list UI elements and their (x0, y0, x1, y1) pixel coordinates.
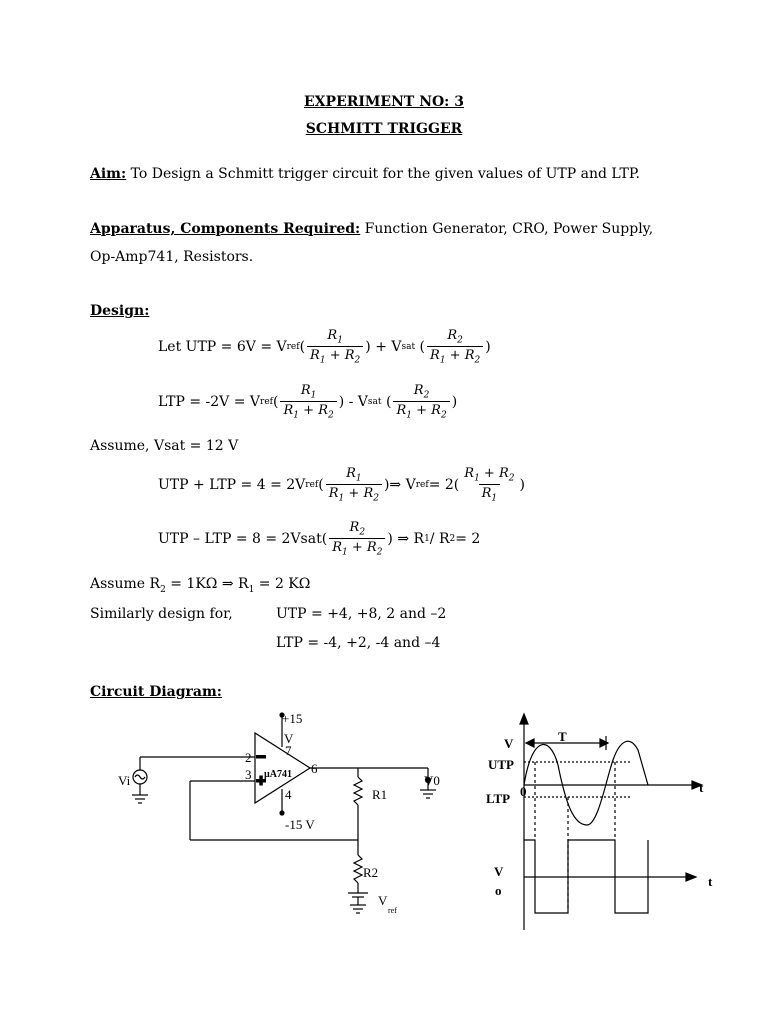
apparatus-label: Apparatus, Components Required: (90, 221, 361, 237)
vi-label: Vi (118, 773, 131, 788)
pin2-label: 2 (245, 750, 252, 765)
pin7-label: 7 (285, 743, 292, 758)
schmitt-waveform-diagram (470, 710, 740, 935)
aim-text: To Design a Schmitt trigger circuit for the given values of UTP and LTP. (126, 166, 640, 182)
resistor-r1 (354, 777, 362, 805)
v-top-label: V (284, 731, 294, 746)
schmitt-circuit-diagram (110, 705, 450, 920)
vo-o-label: o (495, 883, 502, 898)
vref-v-label: V (378, 893, 388, 908)
equation-ltp: LTP = -2V = V ref ( $\frac{R_1}{R_1 + R_2}$ ) - V sat ( $\frac{R_2}{R_1 + R_2}$ ) (158, 383, 458, 421)
equation-utp: Let UTP = 6V = V ref ( $\frac{R_1}{R_1 + R_2}$ ) + V sat ( $\frac{R_2}{R_1 + R_2}$ ) (158, 328, 491, 366)
design-label: Design: (90, 303, 150, 319)
opamp-label: µA741 (264, 769, 292, 780)
similar-design: Similarly design for, (90, 606, 233, 622)
pin4-label: 4 (285, 787, 292, 802)
vo-v-label: V (494, 864, 504, 879)
assume-vsat: Assume, Vsat = 12 V (90, 438, 239, 454)
t-axis-label-bottom: t (708, 874, 713, 889)
input-sine-wave (524, 741, 648, 825)
apparatus-line2: Op-Amp741, Resistors. (90, 249, 254, 265)
page-subtitle: SCHMITT TRIGGER (305, 121, 463, 137)
aim-paragraph (90, 166, 640, 182)
utp-values: UTP = +4, +8, 2 and –2 (276, 606, 447, 622)
vref-sub-label: ref (388, 906, 397, 915)
zero-label: 0 (520, 784, 527, 799)
ltp-label: LTP (486, 791, 511, 806)
r1-label: R1 (372, 787, 388, 802)
utp-label: UTP (488, 757, 514, 772)
assume-resistors: Assume $R_2 = 1K\Omega$ ⇒ $R_1 = 2$ KΩ (90, 576, 311, 595)
apparatus-paragraph (90, 221, 653, 237)
pin3-label: 3 (245, 767, 252, 782)
r2-label: R2 (363, 865, 379, 880)
equation-sum: UTP + LTP = 4 = 2V ref ( $\frac{R_1}{R_1 + R_2}$ )⇒ V ref = 2( $\frac{R_1 + R_2}{R_1}$ ) (158, 466, 525, 504)
period-label: T (558, 729, 567, 744)
plus15-label: +15 (282, 711, 303, 726)
v0-label: V0 (424, 773, 440, 788)
equation-difference: UTP – LTP = 8 = 2Vsat( $\frac{R_2}{R_1 + R_2}$ ) ⇒ R 1 / R 2 = 2 (158, 520, 481, 558)
pin6-label: 6 (311, 761, 318, 776)
page-title: EXPERIMENT NO: 3 (304, 94, 464, 110)
ltp-values: LTP = -4, +2, -4 and –4 (276, 635, 441, 651)
minus15-label: -15 V (285, 817, 315, 832)
aim-label: Aim: (90, 166, 127, 182)
apparatus-line1: Function Generator, CRO, Power Supply, (360, 221, 654, 237)
resistor-r2 (354, 855, 362, 883)
circuit-label: Circuit Diagram: (90, 684, 222, 700)
wave-v-label: V (504, 736, 514, 751)
t-axis-label-top: t (699, 780, 704, 795)
